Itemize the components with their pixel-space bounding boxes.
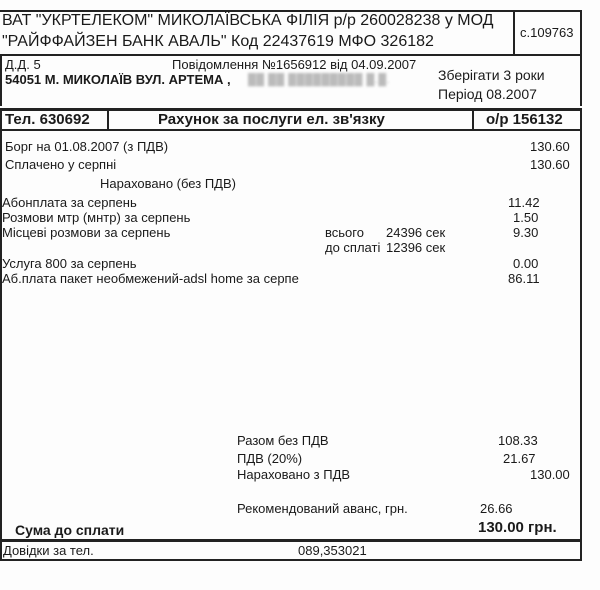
paid-value: 130.60 [530,157,570,172]
debt-label: Борг на 01.08.2007 (з ПДВ) [5,139,169,154]
paid-label: Сплачено у серпні [5,157,117,172]
charged-with-vat-label: Нараховано з ПДВ [237,467,351,482]
address-left-border [0,54,2,106]
redacted-name: ██ ██ █████████ █.█. [248,74,391,86]
local-topay-value: 12396 сек [386,240,446,255]
billing-period: Період 08.2007 [438,86,537,102]
body-right-border [580,131,582,541]
local-calls-label: Місцеві розмови за серпень [2,225,171,240]
service800-value: 0.00 [513,256,539,271]
inquiry-phone: 089,353021 [298,543,367,558]
total-no-vat-value: 108.33 [498,433,538,448]
advance-value: 26.66 [480,501,513,516]
header-bottom-border [0,54,582,56]
body-left-border [0,131,2,541]
account-number: о/р 156132 [486,111,563,128]
bill-bar-divider-2 [472,108,474,131]
bill-bar-right-border [580,108,582,131]
adsl-value: 86.11 [508,271,540,286]
bill-bar-bottom-border [0,129,582,131]
local-total-value: 24396 сек [386,225,446,240]
adsl-label: Аб.плата пакет необмежений-adsl home за серпе [2,271,299,286]
local-total-label: всього [325,225,364,240]
amount-due-value: 130.00 грн. [478,519,557,536]
total-no-vat-label: Разом без ПДВ [237,433,329,448]
address-right-border [580,54,582,106]
bill-title: Рахунок за послуги ел. зв'язку [158,111,385,128]
service800-label: Услуга 800 за серпень [2,256,137,271]
inquiry-label: Довідки за тел. [3,543,94,558]
vat-label: ПДВ (20%) [237,451,303,466]
page-reference: с.109763 [520,25,574,40]
amount-due-label: Сума до сплати [15,522,125,538]
subscription-value: 11.42 [508,195,540,210]
street-address: 54051 М. МИКОЛАЇВ ВУЛ. АРТЕМА , [5,72,231,87]
keep-notice: Зберігати 3 роки [438,67,545,83]
header-divider [513,10,515,56]
company-line-2: "РАЙФФАЙЗЕН БАНК АВАЛЬ" Код 22437619 МФО 326182 [2,33,434,50]
debt-value: 130.60 [530,139,570,154]
footer-bottom-border [0,559,582,561]
charged-heading: Нараховано (без ПДВ) [100,176,236,191]
local-calls-value: 9.30 [513,225,539,240]
footer-top-border [0,539,582,542]
company-line-1: ВАТ "УКРТЕЛЕКОМ" МИКОЛАЇВСЬКА ФІЛІЯ р/р 260028238 у МОД [2,12,494,29]
house-number: Д.Д. 5 [5,57,41,72]
phone-number: Тел. 630692 [5,111,90,128]
intercity-value: 1.50 [513,210,539,225]
bill-bar-divider-1 [107,108,109,131]
advance-label: Рекомендований аванс, грн. [237,501,408,516]
local-topay-label: до сплаті [325,240,381,255]
notice-number: Повідомлення №1656912 від 04.09.2007 [172,57,417,72]
charged-with-vat-value: 130.00 [530,467,570,482]
footer-right-border [580,539,582,561]
header-right-border [580,10,582,56]
intercity-label: Розмови мтр (мнтр) за серпень [2,210,191,225]
footer-left-border [0,539,2,561]
subscription-label: Абонплата за серпень [2,195,137,210]
bill-bar-left-border [0,108,2,131]
vat-value: 21.67 [503,451,536,466]
